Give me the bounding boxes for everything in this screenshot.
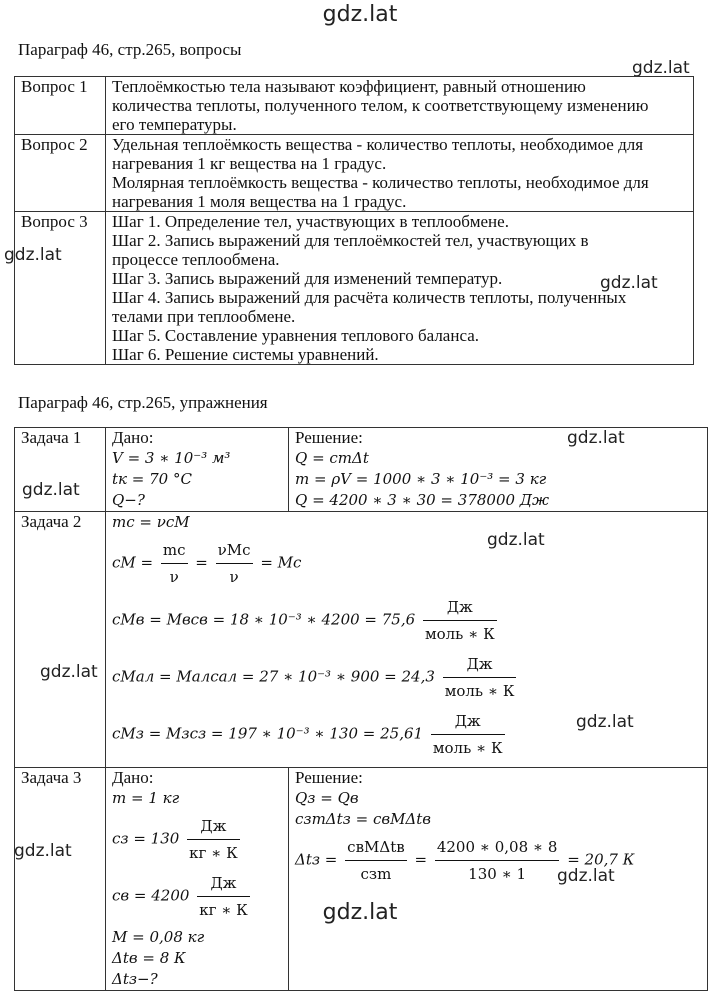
answer-line: Молярная теплоёмкость вещества - количество теплоты, необходимое для bbox=[112, 173, 649, 192]
formula-text: cв = 4200 bbox=[112, 886, 190, 905]
solution-title: Решение: bbox=[295, 428, 363, 447]
formula-text: = bbox=[414, 850, 428, 869]
fraction-denominator: cзm bbox=[345, 860, 407, 887]
task-given bbox=[106, 428, 289, 512]
fraction-denominator: моль ∗ К bbox=[423, 620, 497, 647]
formula-text: cM = bbox=[112, 553, 154, 572]
watermark: gdz.lat bbox=[567, 428, 625, 448]
fraction bbox=[161, 537, 188, 590]
question-answer bbox=[106, 135, 694, 212]
formula-line: mc = νcM bbox=[112, 513, 190, 531]
question-label: Вопрос 1 bbox=[15, 77, 106, 135]
answer-line: телами при теплообмене. bbox=[112, 307, 296, 326]
task-solution bbox=[289, 768, 708, 991]
fraction-numerator: Дж bbox=[454, 712, 481, 730]
question-answer bbox=[106, 77, 694, 135]
given-line: tк = 70 °C bbox=[112, 470, 192, 488]
given-line bbox=[112, 813, 282, 866]
fraction bbox=[431, 708, 505, 761]
fraction-denominator: кг ∗ К bbox=[187, 839, 240, 866]
answer-line: Шаг 6. Решение системы уравнений. bbox=[112, 345, 379, 364]
task-label: Задача 1 bbox=[15, 428, 106, 512]
watermark-top: gdz.lat bbox=[322, 2, 398, 27]
formula-text: = bbox=[195, 553, 208, 572]
formula-line bbox=[112, 594, 701, 647]
question-row-1 bbox=[15, 77, 694, 135]
fraction-numerator: mc bbox=[162, 541, 186, 559]
answer-line: нагревания 1 кг вещества на 1 градус. bbox=[112, 154, 387, 173]
answer-line: количества теплоты, полученного телом, к соответствующему изменению bbox=[112, 96, 649, 115]
formula-text: cMв = Mвcв = 18 ∗ 10⁻³ ∗ 4200 = 75,6 bbox=[112, 610, 416, 629]
formula-text: = 20,7 К bbox=[567, 850, 635, 869]
formula-line bbox=[112, 651, 701, 704]
watermark: gdz.lat bbox=[487, 530, 545, 550]
question-label: Вопрос 3 bbox=[15, 212, 106, 365]
answer-line: нагревания 1 моля вещества на 1 градус. bbox=[112, 192, 407, 211]
fraction-denominator: кг ∗ К bbox=[197, 896, 250, 923]
formula-line bbox=[112, 537, 701, 590]
watermark: gdz.lat bbox=[576, 712, 634, 732]
fraction-numerator: Дж bbox=[210, 874, 237, 892]
given-title: Дано: bbox=[112, 768, 154, 787]
given-line: V = 3 ∗ 10⁻³ м³ bbox=[112, 449, 231, 467]
fraction-denominator: ν bbox=[161, 563, 188, 590]
given-title: Дано: bbox=[112, 428, 154, 447]
task-solution bbox=[289, 428, 708, 512]
answer-line: Шаг 1. Определение тел, участвующих в теплообмене. bbox=[112, 212, 509, 231]
task-label: Задача 3 bbox=[15, 768, 106, 991]
answer-line: Шаг 4. Запись выражений для расчёта количеств теплоты, полученных bbox=[112, 288, 627, 307]
question-label: Вопрос 2 bbox=[15, 135, 106, 212]
watermark: gdz.lat bbox=[14, 841, 72, 861]
section-title-questions: Параграф 46, стр.265, вопросы bbox=[18, 40, 242, 59]
watermark: gdz.lat bbox=[632, 58, 690, 78]
fraction bbox=[187, 813, 240, 866]
fraction-denominator: ν bbox=[216, 563, 253, 590]
solution-line: Qз = Qв bbox=[295, 789, 359, 807]
formula-text: cMал = Mалcал = 27 ∗ 10⁻³ ∗ 900 = 24,3 bbox=[112, 667, 435, 686]
answer-line: Удельная теплоёмкость вещества - количество теплоты, необходимое для bbox=[112, 135, 644, 154]
fraction-denominator: моль ∗ К bbox=[431, 734, 505, 761]
solution-line: m = ρV = 1000 ∗ 3 ∗ 10⁻³ = 3 кг bbox=[295, 470, 547, 488]
section-title-exercises: Параграф 46, стр.265, упражнения bbox=[18, 393, 268, 412]
fraction bbox=[423, 594, 497, 647]
fraction bbox=[216, 537, 253, 590]
task-label: Задача 2 bbox=[15, 512, 106, 768]
fraction-numerator: Дж bbox=[200, 817, 227, 835]
questions-table bbox=[14, 76, 694, 365]
watermark-bottom: gdz.lat bbox=[322, 900, 398, 925]
formula-text: cMз = Mзcз = 197 ∗ 10⁻³ ∗ 130 = 25,61 bbox=[112, 724, 424, 743]
fraction-denominator: 130 ∗ 1 bbox=[435, 860, 560, 887]
watermark: gdz.lat bbox=[4, 245, 62, 265]
solution-line bbox=[295, 834, 701, 887]
given-line: Δtв = 8 К bbox=[112, 949, 186, 967]
formula-text: = Mc bbox=[260, 553, 302, 572]
answer-line: Шаг 2. Запись выражений для теплоёмкостей тел, участвующих в bbox=[112, 231, 589, 250]
given-line: m = 1 кг bbox=[112, 789, 180, 807]
fraction-numerator: cвMΔtв bbox=[347, 838, 405, 856]
watermark: gdz.lat bbox=[22, 480, 80, 500]
solution-line: cзmΔtз = cвMΔtв bbox=[295, 810, 432, 828]
fraction-numerator: νMc bbox=[217, 541, 251, 559]
solution-line: Q = cmΔt bbox=[295, 449, 369, 467]
answer-line: Шаг 3. Запись выражений для изменений температур. bbox=[112, 269, 503, 288]
fraction-numerator: Дж bbox=[466, 655, 493, 673]
watermark: gdz.lat bbox=[40, 662, 98, 682]
watermark: gdz.lat bbox=[600, 273, 658, 293]
answer-line: его температуры. bbox=[112, 115, 237, 134]
fraction bbox=[435, 834, 560, 887]
formula-text: cз = 130 bbox=[112, 829, 180, 848]
fraction bbox=[345, 834, 407, 887]
formula-text: Δtз = bbox=[295, 850, 338, 869]
answer-line: Теплоёмкостью тела называют коэффициент, равный отношению bbox=[112, 77, 586, 96]
watermark: gdz.lat bbox=[557, 866, 615, 886]
fraction-denominator: моль ∗ К bbox=[443, 677, 517, 704]
task-given bbox=[106, 768, 289, 991]
fraction-numerator: Дж bbox=[446, 598, 473, 616]
fraction bbox=[443, 651, 517, 704]
given-line: Δtз−? bbox=[112, 970, 158, 988]
given-line: M = 0,08 кг bbox=[112, 928, 205, 946]
answer-line: Шаг 5. Составление уравнения теплового баланса. bbox=[112, 326, 479, 345]
solution-title: Решение: bbox=[295, 768, 363, 787]
given-line: Q−? bbox=[112, 491, 145, 509]
answer-line: процессе теплообмена. bbox=[112, 250, 280, 269]
solution-line: Q = 4200 ∗ 3 ∗ 30 = 378000 Дж bbox=[295, 491, 550, 509]
question-row-3 bbox=[15, 212, 694, 365]
fraction-numerator: 4200 ∗ 0,08 ∗ 8 bbox=[436, 838, 558, 856]
question-row-2 bbox=[15, 135, 694, 212]
